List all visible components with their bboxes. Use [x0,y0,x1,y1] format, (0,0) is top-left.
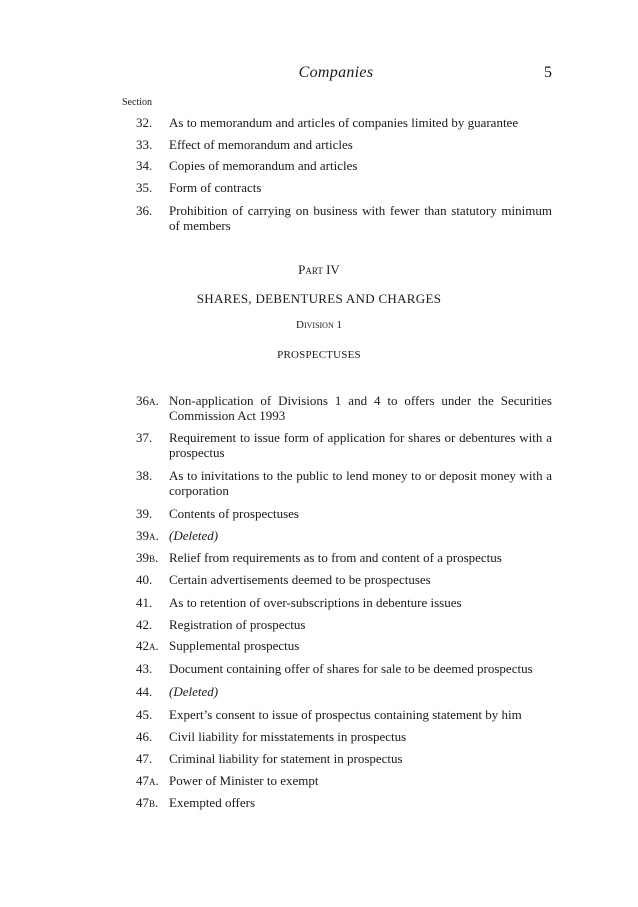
part-heading: Part IV [298,262,340,277]
section-number: 42. [136,617,153,632]
running-header [120,64,552,84]
section-title: As to memorandum and articles of companies limited by guarantee [169,115,519,130]
section-title: Exempted offers [169,795,256,810]
section-title: Copies of memorandum and articles [169,158,358,173]
section-number: 44. [136,684,153,699]
section-title: Supplemental prospectus [169,638,300,653]
section-title: As to inivitations to the public to lend money to or deposit money with a corporation [169,468,552,498]
section-title: Registration of prospectus [169,617,306,632]
section-number: 39a. [136,528,159,543]
section-number: 34. [136,158,153,173]
section-title: Requirement to issue form of application for shares or debentures with a prospectus [169,430,552,460]
section-number: 41. [136,595,153,610]
section-title: Non-application of Divisions 1 and 4 to offers under the Securities Commission Act 1993 [169,393,552,423]
section-title: Prohibition of carrying on business with fewer than statutory minimum of members [169,203,552,233]
section-number: 32. [136,115,153,130]
part-title: SHARES, DEBENTURES AND CHARGES [196,291,442,306]
section-number: 35. [136,180,153,195]
section-number: 36a. [136,393,159,408]
section-title: Contents of prospectuses [169,506,299,521]
section-number: 47. [136,751,153,766]
section-number: 42a. [136,638,159,653]
section-number: 46. [136,729,153,744]
section-number: 39. [136,506,153,521]
section-number: 38. [136,468,153,483]
division-title: PROSPECTUSES [277,349,361,361]
section-title: Power of Minister to exempt [169,773,319,788]
section-column-label: Section [122,97,152,108]
section-number: 39b. [136,550,159,565]
division-heading: Division 1 [296,319,342,331]
section-number: 33. [136,137,153,152]
section-title: Form of contracts [169,180,262,195]
section-title: Expert’s consent to issue of prospectus containing statement by him [169,707,522,722]
section-number: 45. [136,707,153,722]
section-title: Effect of memorandum and articles [169,137,353,152]
section-title: Certain advertisements deemed to be prospectuses [169,572,431,587]
section-title: As to retention of over-subscriptions in debenture issues [169,595,462,610]
section-title: Document containing offer of shares for sale to be deemed prospectus [169,661,533,676]
section-title: Relief from requirements as to from and content of a prospectus [169,550,502,565]
section-number: 36. [136,203,153,218]
section-title: (Deleted) [169,528,219,543]
section-number: 43. [136,661,153,676]
section-title: Civil liability for misstatements in prospectus [169,729,407,744]
section-number: 47b. [136,795,159,810]
section-title: Criminal liability for statement in prospectus [169,751,403,766]
header-title: Companies [298,64,374,81]
page-number: 5 [544,64,552,81]
section-number: 47a. [136,773,159,788]
section-title: (Deleted) [169,684,219,699]
section-number: 37. [136,430,153,445]
section-number: 40. [136,572,153,587]
